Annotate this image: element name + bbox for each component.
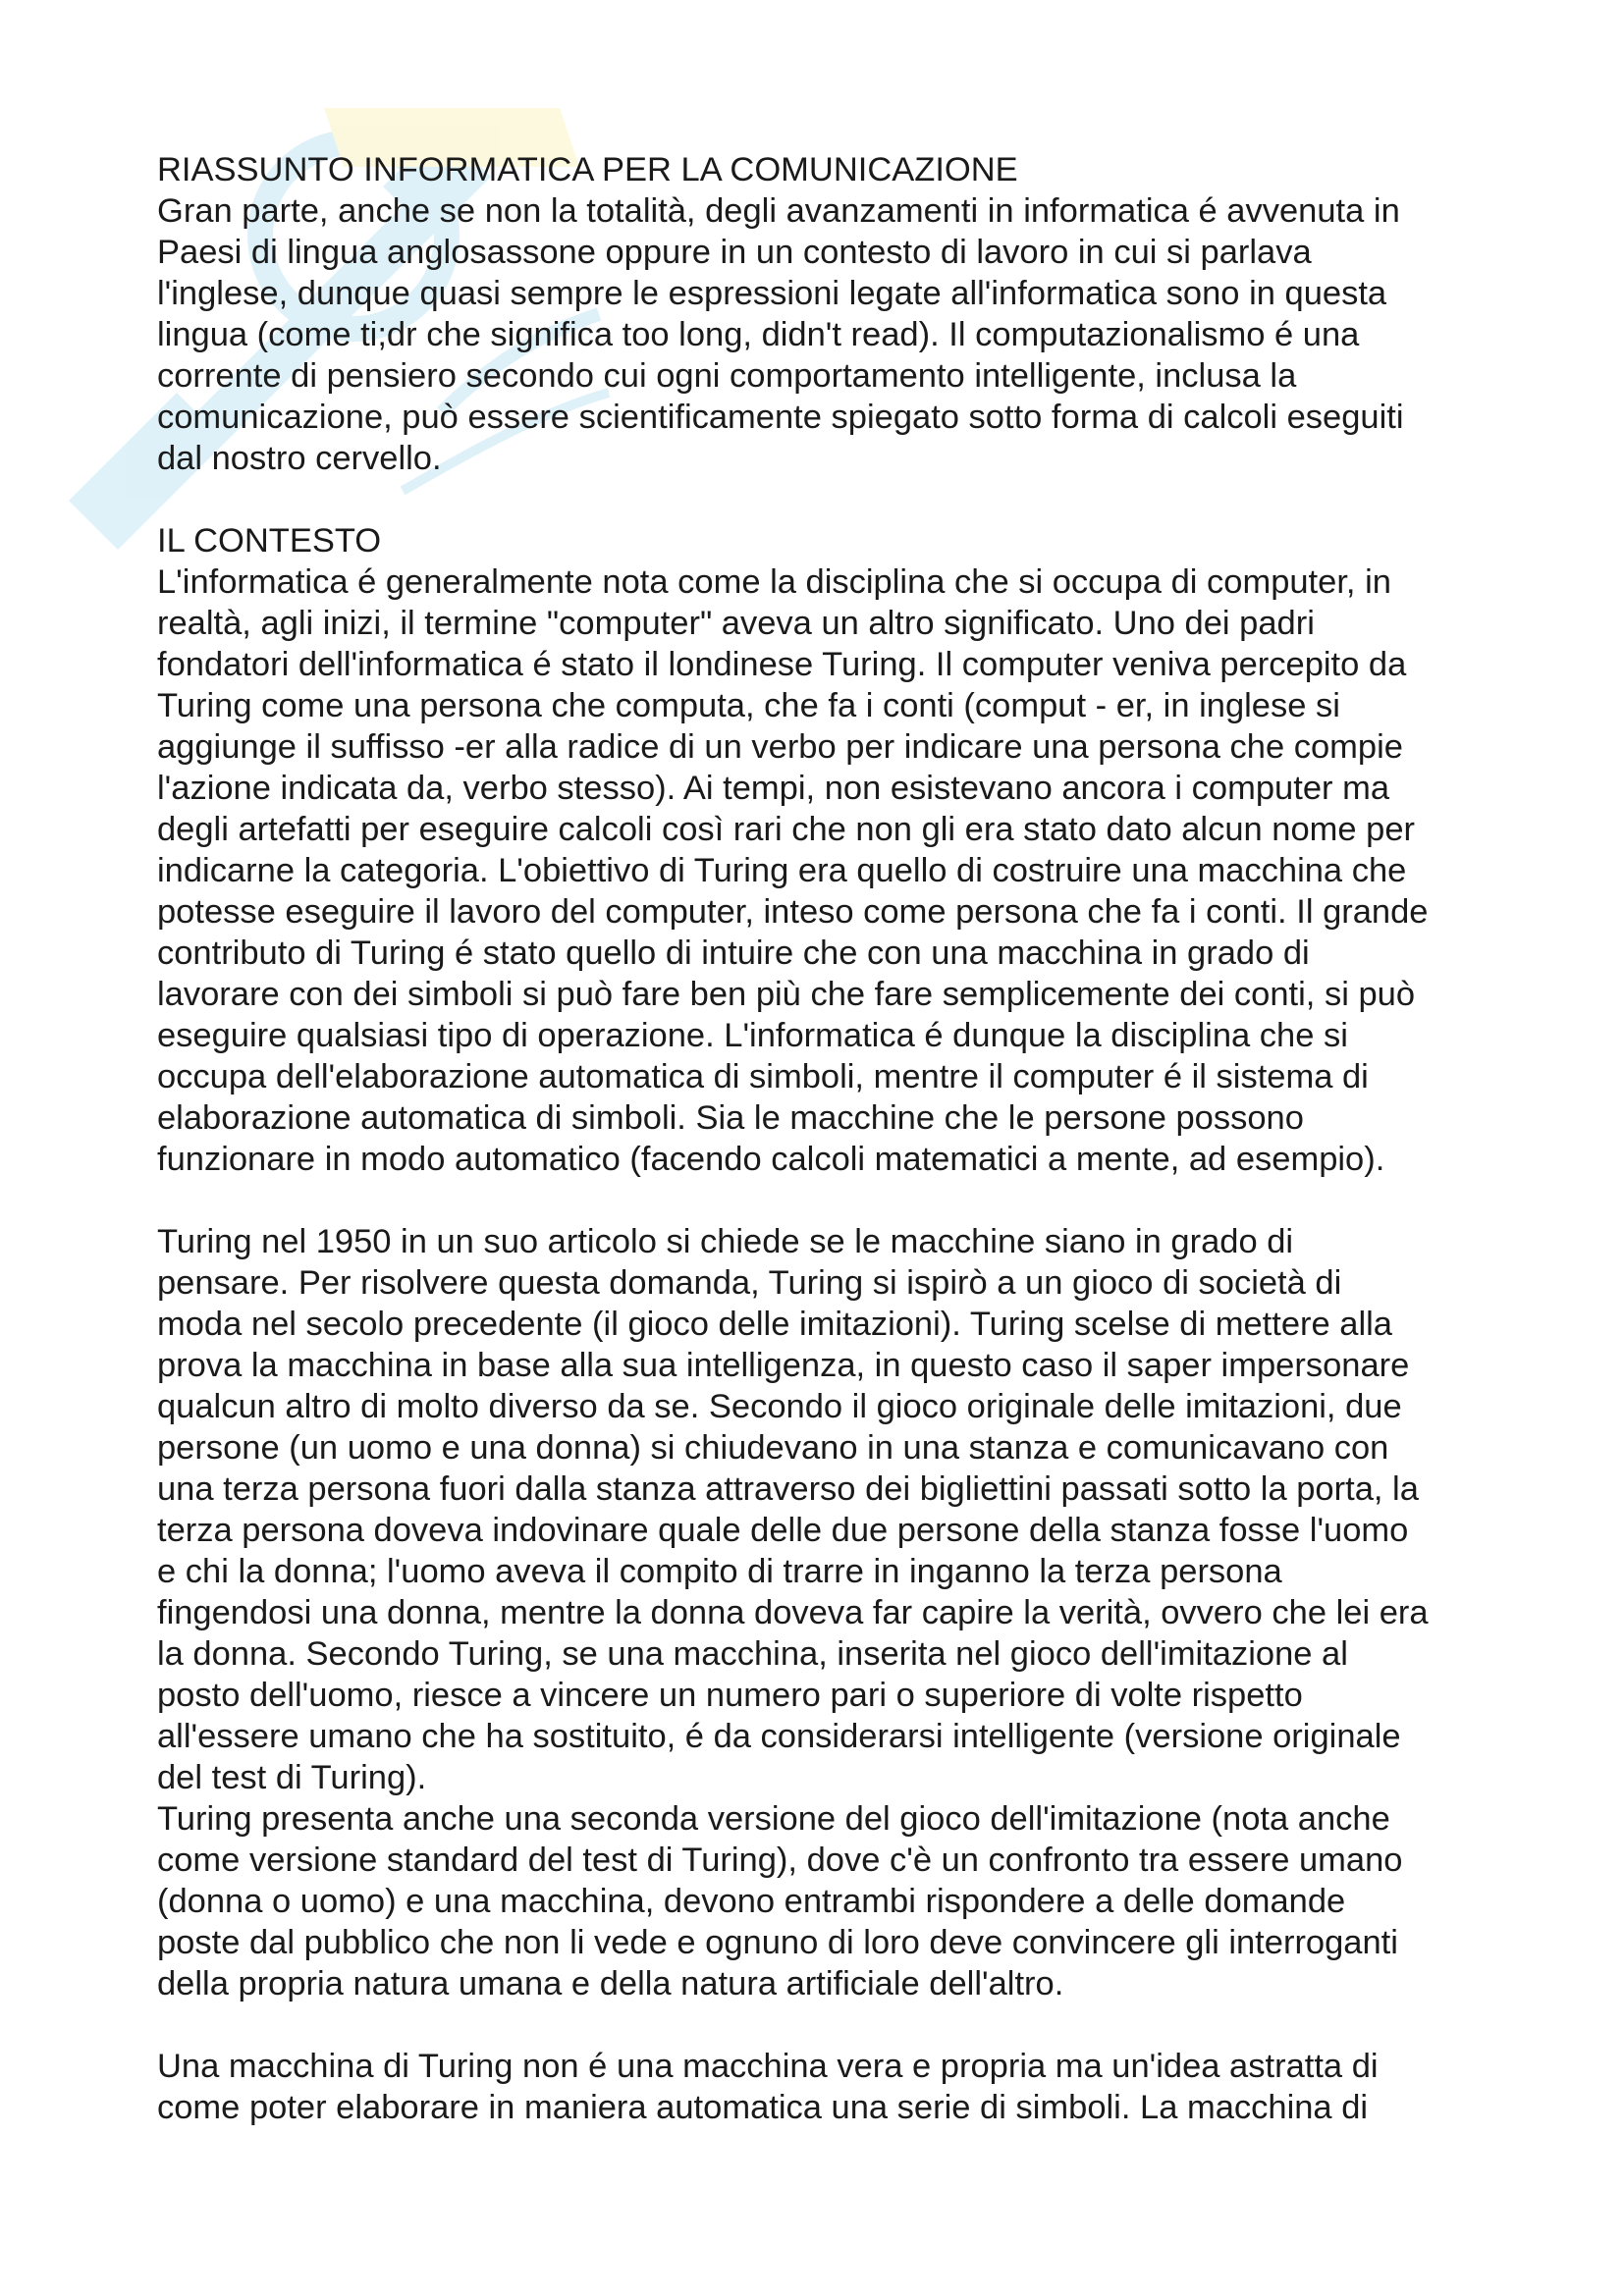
section-heading: IL CONTESTO [157,522,382,560]
section-paragraph-1: L'informatica é generalmente nota come la disciplina che si occupa di computer, in realtà, agli inizi, il termine "computer" aveva un altro significato. Uno dei padri fondatori dell'informatica é stato il londinese Turing. Il computer veniva percepito da Turing come una persona che computa, che fa i conti (comput - er, in inglese si aggiunge il suffisso -er alla radice di un verbo per indicare una persona che compie l'azione indicata da, verbo stesso). Ai tempi, non esistevano ancora i computer ma degli artefatti per eseguire calcoli così rari che non gli era stato dato alcun nome per indicarne la categoria. L'obiettivo di Turing era quello di costruire una macchina che potesse eseguire il lavoro del computer, inteso come persona che fa i conti. Il grande contributo di Turing é stato quello di intuire che con una macchina in grado di lavorare con dei simboli si può fare ben più che fare semplicemente dei conti, si può eseguire qualsiasi tipo di operazione. L'informatica é dunque la disciplina che si occupa dell'elaborazione automatica di simboli, mentre il computer é il sistema di elaborazione automatica di simboli. Sia le macchine che le persone possono funzionare in modo automatico (facendo calcoli matematici a mente, ad esempio). [157,563,1429,1178]
section-paragraph-3: Turing presenta anche una seconda versione del gioco dell'imitazione (nota anche come versione standard del test di Turing), dove c'è un confronto tra essere umano (donna o uomo) e una macchina, devono entrambi rispondere a delle domande poste dal pubblico che non li vede e ognuno di loro deve convincere gli interroganti della propria natura umana e della natura artificiale dell'altro. [157,1800,1403,2002]
paragraph-spacer [157,1180,1492,1221]
document-title: RIASSUNTO INFORMATICA PER LA COMUNICAZIONE [157,151,1018,188]
section-paragraph-2: Turing nel 1950 in un suo articolo si chiede se le macchine siano in grado di pensare. Per risolvere questa domanda, Turing si ispirò a un gioco di società di moda nel secolo precedente (il gioco delle imitazioni). Turing scelse di mettere alla prova la macchina in base alla sua intelligenza, in questo caso il saper impersonare qualcun altro di molto diverso da se. Secondo il gioco originale delle imitazioni, due persone (un uomo e una donna) si chiudevano in una stanza e comunicavano con una terza persona fuori dalla stanza attraverso dei bigliettini passati sotto la porta, la terza persona doveva indovinare quale delle due persone della stanza fosse l'uomo e chi la donna; l'uomo aveva il compito di trarre in inganno la terza persona fingendosi una donna, mentre la donna doveva far capire la verità, ovvero che lei era la donna. Secondo Turing, se una macchina, inserita nel gioco dell'imitazione al posto dell'uomo, riesce a vincere un numero pari o superiore di volte rispetto all'essere umano che ha sostituito, é da considerarsi intelligente (versione originale del test di Turing). [157,1223,1429,1796]
paragraph-spacer [157,479,1492,520]
intro-paragraph: Gran parte, anche se non la totalità, degli avanzamenti in informatica é avvenuta in Paesi di lingua anglosassone oppure in un contesto di lavoro in cui si parlava l'inglese, dunque quasi sempre le espressioni legate all'informatica sono in questa lingua (come ti;dr che significa too long, didn't read). Il computazionalismo é una corrente di pensiero secondo cui ogni comportamento intelligente, inclusa la comunicazione, può essere scientificamente spiegato sotto forma di calcoli eseguiti dal nostro cervello. [157,192,1404,477]
section-paragraph-4: Una macchina di Turing non é una macchina vera e propria ma un'idea astratta di come poter elaborare in maniera automatica una serie di simboli. La macchina di [157,2048,1379,2126]
paragraph-spacer [157,2004,1492,2046]
document-page [157,149,1492,2128]
